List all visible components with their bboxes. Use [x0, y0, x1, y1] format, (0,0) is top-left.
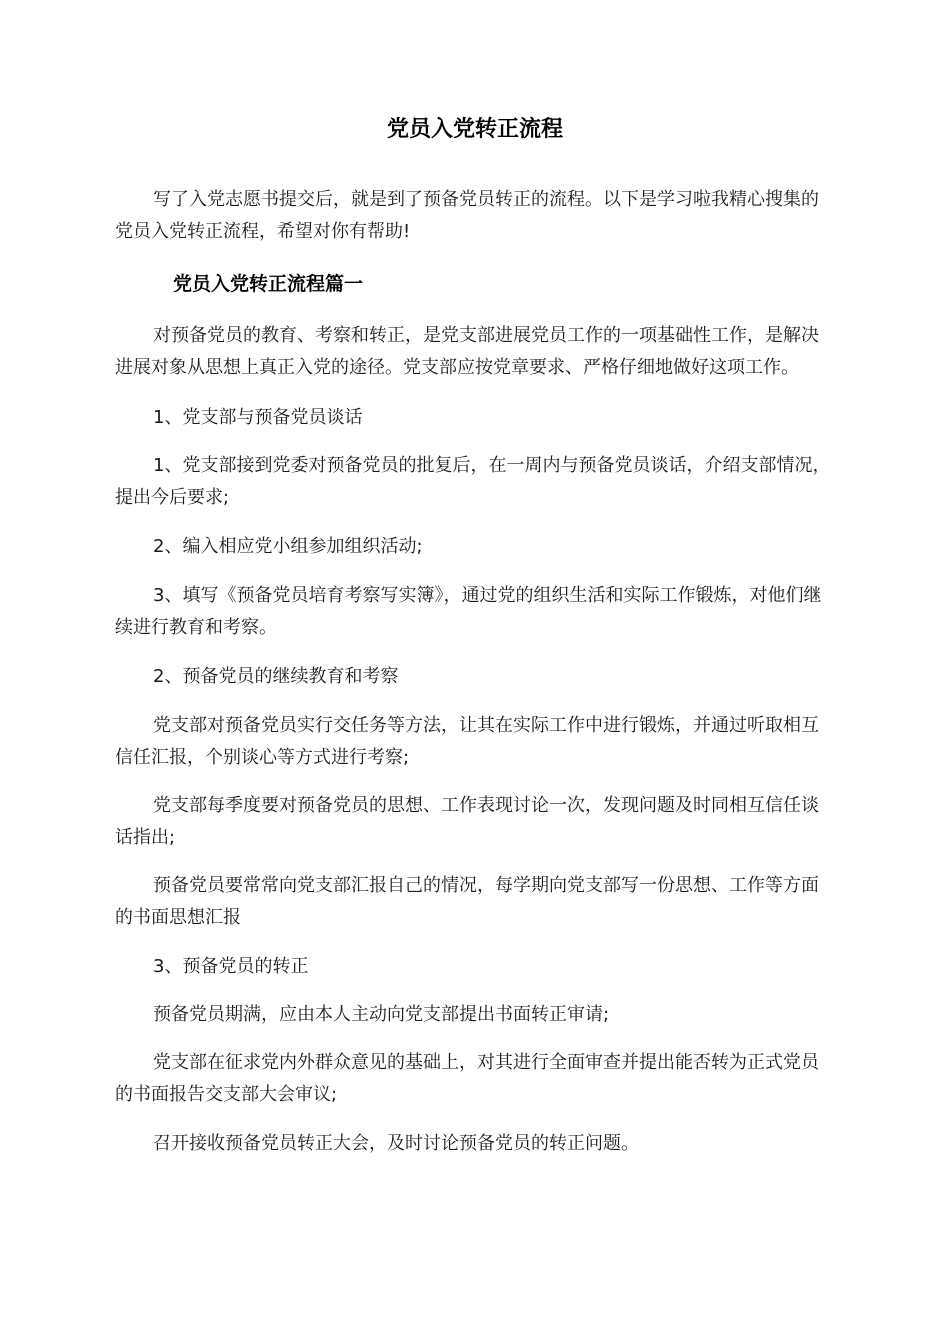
paragraph-11: 预备党员期满，应由本人主动向党支部提出书面转正审请; — [153, 1004, 610, 1025]
document-title: 党员入党转正流程 — [386, 117, 563, 142]
paragraph-12: 党支部在征求党内外群众意见的基础上，对其进行全面审查并提出能否转为正式党员的书面报告交支部大会审议; — [115, 1052, 819, 1105]
section-heading: 党员入党转正流程篇一 — [173, 273, 364, 295]
paragraph-9: 预备党员要常常向党支部汇报自己的情况，每学期向党支部写一份思想、工作等方面的书面思想汇报 — [115, 875, 819, 928]
intro-paragraph: 写了入党志愿书提交后，就是到了预备党员转正的流程。以下是学习啦我精心搜集的党员入党转正流程，希望对你有帮助! — [115, 189, 819, 242]
paragraph-7: 党支部对预备党员实行交任务等方法，让其在实际工作中进行锻炼，并通过听取相互信任汇报，个别谈心等方式进行考察; — [115, 715, 819, 768]
paragraph-5: 3、填写《预备党员培育考察写实簿》，通过党的组织生活和实际工作锻炼，对他们继续进行教育和考察。 — [115, 585, 822, 638]
paragraph-8: 党支部每季度要对预备党员的思想、工作表现讨论一次，发现问题及时同相互信任谈话指出; — [115, 795, 819, 848]
paragraph-13: 召开接收预备党员转正大会，及时讨论预备党员的转正问题。 — [153, 1133, 639, 1154]
paragraph-10: 3、预备党员的转正 — [153, 956, 309, 977]
paragraph-2: 1、党支部与预备党员谈话 — [153, 407, 363, 428]
paragraph-6: 2、预备党员的继续教育和考察 — [153, 666, 399, 687]
paragraph-3: 1、党支部接到党委对预备党员的批复后，在一周内与预备党员谈话，介绍支部情况，提出今后要求; — [115, 455, 831, 508]
document-body — [115, 112, 835, 1160]
paragraph-1: 对预备党员的教育、考察和转正，是党支部进展党员工作的一项基础性工作，是解决进展对象从思想上真正入党的途径。党支部应按党章要求、严格仔细地做好这项工作。 — [115, 325, 819, 378]
paragraph-4: 2、编入相应党小组参加组织活动; — [153, 536, 423, 557]
